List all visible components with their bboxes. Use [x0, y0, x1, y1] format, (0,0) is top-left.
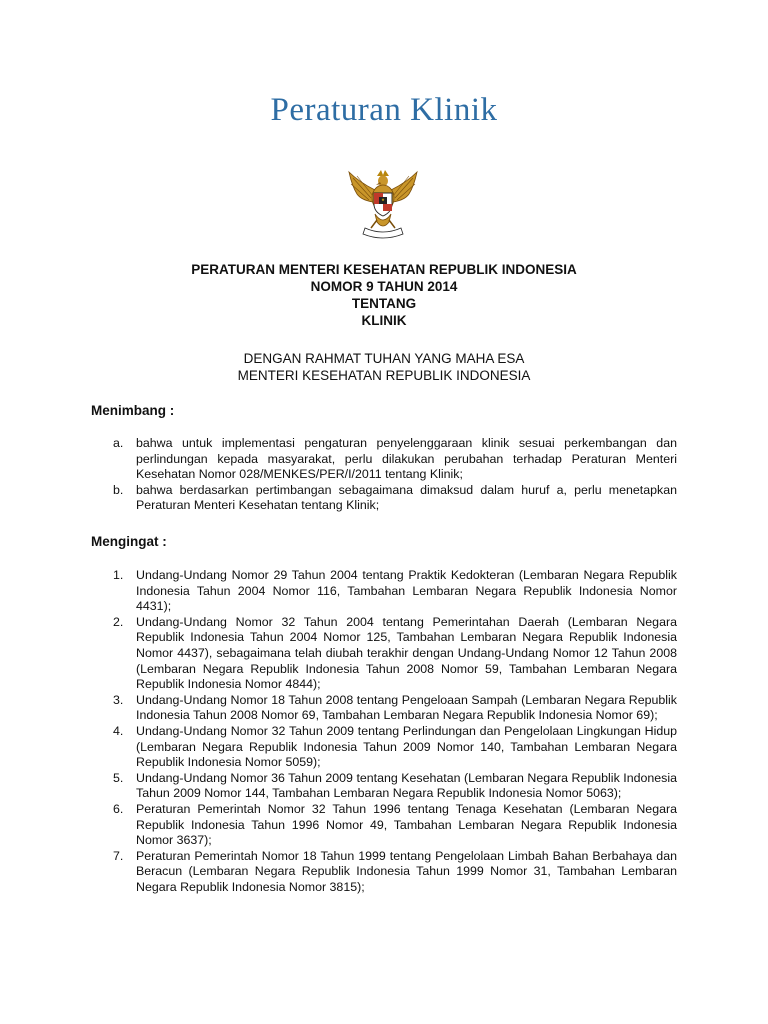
list-item [91, 724, 677, 771]
mengingat-label: Mengingat : [91, 534, 167, 549]
list-item [91, 802, 677, 849]
list-marker: 7. [113, 848, 124, 863]
list-item-text: Undang-Undang Nomor 32 Tahun 2004 tentang Pemerintahan Daerah (Lembaran Negara Republik Indonesia Tahun 2004 Nomor 125, Tambahan Lembaran Negara Republik Indonesia Nomor 4437), sebagaimana telah diubah terakhir dengan Undang-Undang Nomor 12 Tahun 2008 (Lembaran Negara Republik Indonesia Tahun 2008 Nomor 59, Tambahan Lembaran Negara Republik Indonesia Nomor 4844); [136, 614, 677, 692]
mengingat-list [91, 568, 677, 895]
list-item-text: bahwa berdasarkan pertimbangan sebagaimana dimaksud dalam huruf a, perlu menetapkan Peraturan Menteri Kesehatan tentang Klinik; [136, 482, 677, 513]
list-item-text: Undang-Undang Nomor 36 Tahun 2009 tentang Kesehatan (Lembaran Negara Republik Indonesia Tahun 2009 Nomor 144, Tambahan Lembaran Negara Republik Indonesia Nomor 5063); [136, 770, 677, 801]
list-item-text: Peraturan Pemerintah Nomor 32 Tahun 1996 tentang Tenaga Kesehatan (Lembaran Negara Republik Indonesia Tahun 1996 Nomor 49, Tambahan Lembaran Negara Republik Indonesia Nomor 3637); [136, 801, 677, 848]
list-item [91, 849, 677, 896]
preamble-heading [0, 350, 768, 384]
heading-line: NOMOR 9 TAHUN 2014 [310, 279, 458, 294]
list-marker: 2. [113, 614, 124, 629]
menimbang-label: Menimbang : [91, 403, 175, 418]
list-item-text: Undang-Undang Nomor 29 Tahun 2004 tentang Praktik Kedokteran (Lembaran Negara Republik Indonesia Tahun 2004 Nomor 116, Tambahan Lembaran Negara Republik Indonesia Nomor 4431); [136, 568, 677, 614]
list-item-text: bahwa untuk implementasi pengaturan penyelenggaraan klinik sesuai perkembangan dan perlindungan kepada masyarakat, perlu dilakukan perubahan terhadap Peraturan Menteri Kesehatan Nomor 028/MENKES/PER/I/2011 tentang Klinik; [136, 436, 677, 482]
garuda-pancasila-emblem-icon [345, 168, 421, 244]
list-marker: 6. [113, 801, 124, 816]
list-marker: 4. [113, 723, 124, 738]
list-item-text: Peraturan Pemerintah Nomor 18 Tahun 1999 tentang Pengelolaan Limbah Bahan Berbahaya dan Beracun (Lembaran Negara Republik Indonesia Tahun 1999 Nomor 31, Tambahan Lembaran Negara Republik Indonesia Nomor 3815); [136, 848, 677, 894]
list-marker: 3. [113, 692, 124, 707]
preamble-line: MENTERI KESEHATAN REPUBLIK INDONESIA [237, 368, 531, 383]
list-item [91, 693, 677, 724]
heading-line: TENTANG [351, 296, 417, 311]
list-item-text: Undang-Undang Nomor 18 Tahun 2008 tentang Pengeloaan Sampah (Lembaran Negara Republik Indonesia Tahun 2008 Nomor 69, Tambahan Lembaran Negara Republik Indonesia Nomor 69); [136, 692, 677, 723]
regulation-heading [0, 261, 768, 329]
list-item [91, 771, 677, 802]
list-marker: 5. [113, 770, 124, 785]
preamble-line: DENGAN RAHMAT TUHAN YANG MAHA ESA [243, 351, 525, 366]
list-item [91, 568, 677, 615]
list-marker: 1. [113, 568, 124, 582]
document-title: Peraturan Klinik [270, 92, 498, 128]
heading-line: PERATURAN MENTERI KESEHATAN REPUBLIK INDONESIA [191, 262, 577, 277]
heading-line: KLINIK [361, 313, 407, 328]
list-item-text: Undang-Undang Nomor 32 Tahun 2009 tentang Perlindungan dan Pengelolaan Lingkungan Hidup (Lembaran Negara Republik Indonesia Tahun 2009 Nomor 140, Tambahan Lembaran Negara Republik Indonesia Nomor 5059); [136, 723, 677, 770]
menimbang-list [91, 436, 677, 514]
list-item [91, 615, 677, 693]
list-marker: b. [113, 482, 124, 497]
list-item [91, 436, 677, 483]
list-marker: a. [113, 436, 124, 450]
list-item [91, 483, 677, 514]
